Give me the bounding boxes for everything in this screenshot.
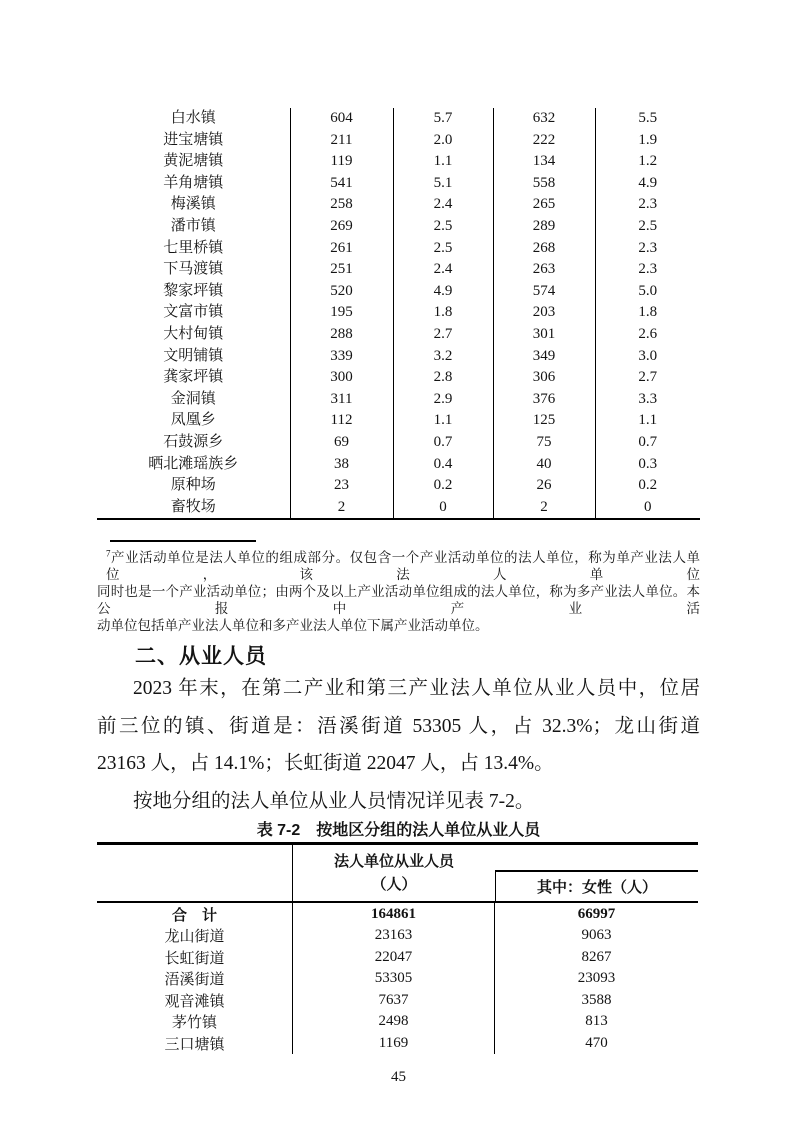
footnote-line: $^7$产业活动单位是法人单位的组成部分。仅包含一个产业活动单位的法人单位，称为单产业法人单位，该法人单位 <box>106 548 700 583</box>
units-share-cell: 3.2 <box>393 346 493 368</box>
units-count-cell: 195 <box>290 302 393 324</box>
units-share-cell: 0.7 <box>393 432 493 454</box>
units-count-cell: 2 <box>290 497 393 520</box>
town-name-cell: 进宝塘镇 <box>163 131 224 148</box>
units-count-cell: 339 <box>290 346 393 368</box>
table-row <box>97 497 700 520</box>
footnote-line: 动单位包括单产业法人单位和多产业法人单位下属产业活动单位。 <box>97 618 489 634</box>
table-row <box>97 989 698 1011</box>
table-employment-body <box>97 903 698 1054</box>
activity-units-count-cell: 289 <box>493 216 595 238</box>
region-name-cell: 浯溪街道 <box>97 968 293 990</box>
town-name-cell: 金洞镇 <box>170 390 216 407</box>
units-count-cell: 258 <box>290 194 393 216</box>
units-share-cell: 2.9 <box>393 389 493 411</box>
activity-units-count-cell: 376 <box>493 389 595 411</box>
units-share-cell: 1.8 <box>393 302 493 324</box>
activity-units-share-cell: 1.9 <box>595 130 700 152</box>
activity-units-count-cell: 2 <box>493 497 595 520</box>
units-count-cell: 300 <box>290 367 393 389</box>
units-share-cell: 1.1 <box>393 410 493 432</box>
table-row <box>97 173 700 195</box>
activity-units-count-cell: 301 <box>493 324 595 346</box>
town-name-cell: 七里桥镇 <box>163 239 224 256</box>
table-row <box>97 194 700 216</box>
town-name-cell: 畜牧场 <box>170 498 216 515</box>
activity-units-count-cell: 125 <box>493 410 595 432</box>
region-name-cell: 龙山街道 <box>97 925 293 947</box>
lead-in-paragraph <box>97 783 700 821</box>
region-name-cell: 长虹街道 <box>97 946 293 968</box>
units-count-cell: 311 <box>290 389 393 411</box>
table-row <box>97 432 700 454</box>
units-count-cell: 520 <box>290 281 393 303</box>
table-row <box>97 324 700 346</box>
town-name-cell: 文富市镇 <box>163 304 224 321</box>
region-name-cell: 观音滩镇 <box>97 989 293 1011</box>
units-count-cell: 269 <box>290 216 393 238</box>
employees-cell: 23163 <box>293 925 495 947</box>
town-name-cell: 晒北滩瑶族乡 <box>148 455 239 472</box>
activity-units-count-cell: 263 <box>493 259 595 281</box>
units-share-cell: 4.9 <box>393 281 493 303</box>
employees-cell: 22047 <box>293 946 495 968</box>
table-row <box>97 454 700 476</box>
units-count-cell: 288 <box>290 324 393 346</box>
employees-cell: 7637 <box>293 989 495 1011</box>
table-row <box>97 302 700 324</box>
table-row <box>97 238 700 260</box>
female-employees-cell: 66997 <box>577 905 616 922</box>
units-count-cell: 119 <box>290 151 393 173</box>
activity-units-count-cell: 558 <box>493 173 595 195</box>
female-employees-cell: 3588 <box>581 991 612 1008</box>
region-name-cell: 三口塘镇 <box>97 1032 293 1054</box>
activity-units-count-cell: 26 <box>493 475 595 497</box>
units-count-cell: 211 <box>290 130 393 152</box>
table-row <box>97 151 700 173</box>
town-name-cell: 黎家坪镇 <box>163 282 224 299</box>
table-row <box>97 946 698 968</box>
activity-units-count-cell: 265 <box>493 194 595 216</box>
units-share-cell: 5.1 <box>393 173 493 195</box>
header-sub-cell <box>495 845 698 901</box>
town-name-cell: 石鼓源乡 <box>163 433 224 450</box>
footnote-line: 同时也是一个产业活动单位；由两个及以上产业活动单位组成的法人单位，称为多产业法人单位。本公报中产业活 <box>97 584 700 617</box>
activity-units-count-cell: 40 <box>493 454 595 476</box>
activity-units-share-cell: 2.3 <box>595 238 700 260</box>
units-share-cell: 5.7 <box>393 108 493 130</box>
units-share-cell: 2.0 <box>393 130 493 152</box>
employees-cell: 1169 <box>293 1032 495 1054</box>
units-share-cell: 0.2 <box>393 475 493 497</box>
activity-units-share-cell: 1.1 <box>595 410 700 432</box>
footnote-separator <box>110 540 256 542</box>
activity-units-share-cell: 1.2 <box>595 151 700 173</box>
employees-cell: 2498 <box>293 1011 495 1033</box>
table-row <box>97 1032 698 1054</box>
town-name-cell: 黄泥塘镇 <box>163 153 224 170</box>
table-caption: 表 7-2 按地区分组的法人单位从业人员 <box>256 822 541 840</box>
table-row <box>97 367 700 389</box>
table-row <box>97 108 700 130</box>
activity-units-share-cell: 0.7 <box>595 432 700 454</box>
units-share-cell: 0 <box>393 497 493 520</box>
table-employment <box>97 842 698 1054</box>
female-employees-cell: 8267 <box>581 948 612 965</box>
activity-units-share-cell: 5.5 <box>595 108 700 130</box>
table-row <box>97 410 700 432</box>
activity-units-count-cell: 203 <box>493 302 595 324</box>
units-share-cell: 2.7 <box>393 324 493 346</box>
paragraph-line: 2023 年末，在第二产业和第三产业法人单位从业人员中，位居 <box>133 678 700 700</box>
paragraph-line: 前三位的镇、街道是：浯溪街道 53305 人，占 32.3%；龙山街道 <box>97 715 700 737</box>
activity-units-count-cell: 222 <box>493 130 595 152</box>
activity-units-share-cell: 0.2 <box>595 475 700 497</box>
header-region-cell <box>97 845 293 901</box>
table-row <box>97 389 700 411</box>
town-name-cell: 潘市镇 <box>170 217 216 234</box>
activity-units-share-cell: 2.3 <box>595 194 700 216</box>
units-share-cell: 2.5 <box>393 216 493 238</box>
units-count-cell: 251 <box>290 259 393 281</box>
activity-units-share-cell: 3.3 <box>595 389 700 411</box>
footnote <box>97 549 700 634</box>
units-share-cell: 2.4 <box>393 259 493 281</box>
activity-units-count-cell: 75 <box>493 432 595 454</box>
units-share-cell: 0.4 <box>393 454 493 476</box>
region-name-cell: 合 计 <box>97 903 293 925</box>
town-name-cell: 羊角塘镇 <box>163 174 224 191</box>
units-count-cell: 112 <box>290 410 393 432</box>
table-row <box>97 475 700 497</box>
activity-units-share-cell: 0 <box>595 497 700 520</box>
town-name-cell: 凤凰乡 <box>170 412 216 429</box>
table-units-body <box>97 108 700 519</box>
town-name-cell: 梅溪镇 <box>170 196 216 213</box>
employees-cell: 164861 <box>293 903 495 925</box>
region-name-cell: 茅竹镇 <box>97 1011 293 1033</box>
activity-units-count-cell: 349 <box>493 346 595 368</box>
town-name-cell: 大村甸镇 <box>163 325 224 342</box>
town-name-cell: 龚家坪镇 <box>163 369 224 386</box>
section-heading: 二、从业人员 <box>135 645 267 669</box>
paragraph-line: 按地分组的法人单位从业人员情况详见表 7-2。 <box>133 790 535 812</box>
table-employment-header <box>97 845 698 903</box>
table-row <box>97 903 698 925</box>
page-number: 45 <box>391 1068 406 1085</box>
table-row <box>97 259 700 281</box>
activity-units-share-cell: 2.6 <box>595 324 700 346</box>
activity-units-share-cell: 5.0 <box>595 281 700 303</box>
table-row <box>97 346 700 368</box>
activity-units-share-cell: 0.3 <box>595 454 700 476</box>
activity-units-share-cell: 2.3 <box>595 259 700 281</box>
activity-units-count-cell: 134 <box>493 151 595 173</box>
town-name-cell: 原种场 <box>170 477 216 494</box>
town-name-cell: 文明铺镇 <box>163 347 224 364</box>
table-row <box>97 281 700 303</box>
activity-units-share-cell: 2.5 <box>595 216 700 238</box>
table-row <box>97 925 698 947</box>
table-row <box>97 130 700 152</box>
units-share-cell: 2.5 <box>393 238 493 260</box>
footnote-marker: 7 <box>106 548 111 559</box>
paragraph-line: 23163 人，占 14.1%；长虹街道 22047 人，占 13.4%。 <box>97 753 554 775</box>
activity-units-share-cell: 1.8 <box>595 302 700 324</box>
activity-units-count-cell: 574 <box>493 281 595 303</box>
header-female-subcell: 其中：女性（人） <box>495 870 698 901</box>
activity-units-count-cell: 632 <box>493 108 595 130</box>
header-metric-cell: 法人单位从业人员 （人） <box>333 853 454 894</box>
activity-units-count-cell: 306 <box>493 367 595 389</box>
activity-units-share-cell: 3.0 <box>595 346 700 368</box>
page-content <box>97 0 700 1086</box>
activity-units-share-cell: 4.9 <box>595 173 700 195</box>
units-count-cell: 261 <box>290 238 393 260</box>
female-employees-cell: 813 <box>585 1013 608 1030</box>
body-paragraph <box>97 670 700 783</box>
activity-units-share-cell: 2.7 <box>595 367 700 389</box>
table-row <box>97 216 700 238</box>
female-employees-cell: 470 <box>585 1034 608 1051</box>
units-count-cell: 604 <box>290 108 393 130</box>
town-name-cell: 下马渡镇 <box>163 261 224 278</box>
activity-units-count-cell: 268 <box>493 238 595 260</box>
units-count-cell: 38 <box>290 454 393 476</box>
units-count-cell: 69 <box>290 432 393 454</box>
town-name-cell: 白水镇 <box>170 110 216 126</box>
female-employees-cell: 23093 <box>577 970 616 987</box>
table-row <box>97 1011 698 1033</box>
units-count-cell: 541 <box>290 173 393 195</box>
units-count-cell: 23 <box>290 475 393 497</box>
units-share-cell: 2.4 <box>393 194 493 216</box>
employees-cell: 53305 <box>293 968 495 990</box>
table-row <box>97 968 698 990</box>
units-share-cell: 2.8 <box>393 367 493 389</box>
female-employees-cell: 9063 <box>581 927 612 944</box>
table-units-by-town <box>97 108 700 520</box>
units-share-cell: 1.1 <box>393 151 493 173</box>
